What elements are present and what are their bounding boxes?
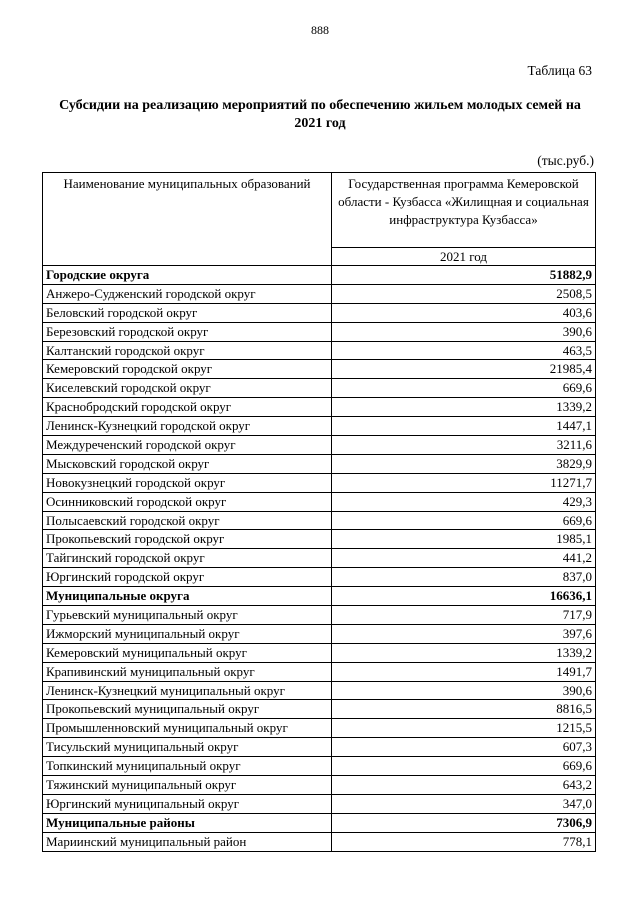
- header-name-column: Наименование муниципальных образований: [43, 173, 332, 266]
- municipality-name: Кемеровский муниципальный округ: [43, 643, 332, 662]
- municipality-name: Междуреченский городской округ: [43, 436, 332, 455]
- subsidy-value: 403,6: [332, 303, 596, 322]
- municipality-name: Новокузнецкий городской округ: [43, 473, 332, 492]
- subsidy-value: 717,9: [332, 606, 596, 625]
- municipality-name: Мысковский городской округ: [43, 454, 332, 473]
- table-body: [43, 266, 596, 852]
- table-row: [43, 662, 596, 681]
- table-row: [43, 492, 596, 511]
- table-row: [43, 832, 596, 851]
- table-row: [43, 473, 596, 492]
- group-name: Городские округа: [43, 266, 332, 285]
- table-row: [43, 398, 596, 417]
- table-header: [43, 173, 596, 266]
- subsidy-value: 669,6: [332, 757, 596, 776]
- table-row: [43, 511, 596, 530]
- subsidy-value: 8816,5: [332, 700, 596, 719]
- subsidy-value: 11271,7: [332, 473, 596, 492]
- table-row: [43, 738, 596, 757]
- table-row: [43, 681, 596, 700]
- table-row: [43, 530, 596, 549]
- table-row: [43, 360, 596, 379]
- table-row: [43, 417, 596, 436]
- subsidy-value: 1215,5: [332, 719, 596, 738]
- subsidy-value: 643,2: [332, 776, 596, 795]
- subsidy-value: 3211,6: [332, 436, 596, 455]
- municipality-name: Калтанский городской округ: [43, 341, 332, 360]
- table-row: [43, 719, 596, 738]
- header-year-column: 2021 год: [332, 248, 596, 266]
- subsidy-value: 390,6: [332, 322, 596, 341]
- title-line-2: 2021 год: [294, 116, 346, 131]
- table-row: [43, 436, 596, 455]
- municipality-name: Краснобродский городской округ: [43, 398, 332, 417]
- table-row: [43, 624, 596, 643]
- table-row: [43, 643, 596, 662]
- municipality-name: Киселевский городской округ: [43, 379, 332, 398]
- municipality-name: Прокопьевский городской округ: [43, 530, 332, 549]
- document-title: [40, 97, 600, 133]
- table-row: [43, 700, 596, 719]
- municipality-name: Ленинск-Кузнецкий муниципальный округ: [43, 681, 332, 700]
- municipality-name: Крапивинский муниципальный округ: [43, 662, 332, 681]
- group-row: [43, 266, 596, 285]
- table-row: [43, 568, 596, 587]
- group-total: 51882,9: [332, 266, 596, 285]
- table-row: [43, 776, 596, 795]
- subsidy-value: 1491,7: [332, 662, 596, 681]
- subsidy-value: 21985,4: [332, 360, 596, 379]
- municipality-name: Тайгинский городской округ: [43, 549, 332, 568]
- table-row: [43, 341, 596, 360]
- table-row: [43, 549, 596, 568]
- municipality-name: Березовский городской округ: [43, 322, 332, 341]
- subsidy-value: 1339,2: [332, 398, 596, 417]
- table-row: [43, 322, 596, 341]
- table-row: [43, 454, 596, 473]
- subsidy-value: 429,3: [332, 492, 596, 511]
- municipality-name: Гурьевский муниципальный округ: [43, 606, 332, 625]
- subsidy-value: 463,5: [332, 341, 596, 360]
- subsidy-value: 3829,9: [332, 454, 596, 473]
- subsidy-value: 2508,5: [332, 284, 596, 303]
- municipality-name: Промышленновский муниципальный округ: [43, 719, 332, 738]
- municipality-name: Беловский городской округ: [43, 303, 332, 322]
- municipality-name: Юргинский городской округ: [43, 568, 332, 587]
- table-row: [43, 303, 596, 322]
- municipality-name: Кемеровский городской округ: [43, 360, 332, 379]
- units-label: (тыс.руб.): [537, 153, 594, 168]
- table-label: Таблица 63: [527, 63, 592, 78]
- subsidy-value: 669,6: [332, 379, 596, 398]
- subsidy-value: 1339,2: [332, 643, 596, 662]
- subsidy-value: 1985,1: [332, 530, 596, 549]
- subsidy-value: 607,3: [332, 738, 596, 757]
- table-row: [43, 757, 596, 776]
- subsidy-value: 397,6: [332, 624, 596, 643]
- subsidy-value: 778,1: [332, 832, 596, 851]
- subsidy-value: 347,0: [332, 794, 596, 813]
- subsidy-value: 441,2: [332, 549, 596, 568]
- table-row: [43, 284, 596, 303]
- municipality-name: Полысаевский городской округ: [43, 511, 332, 530]
- group-row: [43, 813, 596, 832]
- table-row: [43, 379, 596, 398]
- municipality-name: Топкинский муниципальный округ: [43, 757, 332, 776]
- municipality-name: Ижморский муниципальный округ: [43, 624, 332, 643]
- subsidy-value: 837,0: [332, 568, 596, 587]
- municipality-name: Осинниковский городской округ: [43, 492, 332, 511]
- table-row: [43, 606, 596, 625]
- group-total: 7306,9: [332, 813, 596, 832]
- title-line-1: Субсидии на реализацию мероприятий по обеспечению жильем молодых семей на: [59, 98, 581, 113]
- header-program-column: Государственная программа Кемеровской области - Кузбасса «Жилищная и социальная инфраструктура Кузбасса»: [332, 173, 596, 248]
- table-row: [43, 794, 596, 813]
- subsidy-value: 390,6: [332, 681, 596, 700]
- municipality-name: Прокопьевский муниципальный округ: [43, 700, 332, 719]
- subsidy-value: 669,6: [332, 511, 596, 530]
- municipality-name: Юргинский муниципальный округ: [43, 794, 332, 813]
- group-name: Муниципальные округа: [43, 587, 332, 606]
- municipality-name: Тисульский муниципальный округ: [43, 738, 332, 757]
- municipality-name: Мариинский муниципальный район: [43, 832, 332, 851]
- municipality-name: Анжеро-Судженский городской округ: [43, 284, 332, 303]
- group-row: [43, 587, 596, 606]
- page-number: 888: [311, 23, 329, 37]
- subsidy-value: 1447,1: [332, 417, 596, 436]
- municipality-name: Ленинск-Кузнецкий городской округ: [43, 417, 332, 436]
- municipality-name: Тяжинский муниципальный округ: [43, 776, 332, 795]
- group-name: Муниципальные районы: [43, 813, 332, 832]
- subsidies-table: [42, 172, 596, 852]
- group-total: 16636,1: [332, 587, 596, 606]
